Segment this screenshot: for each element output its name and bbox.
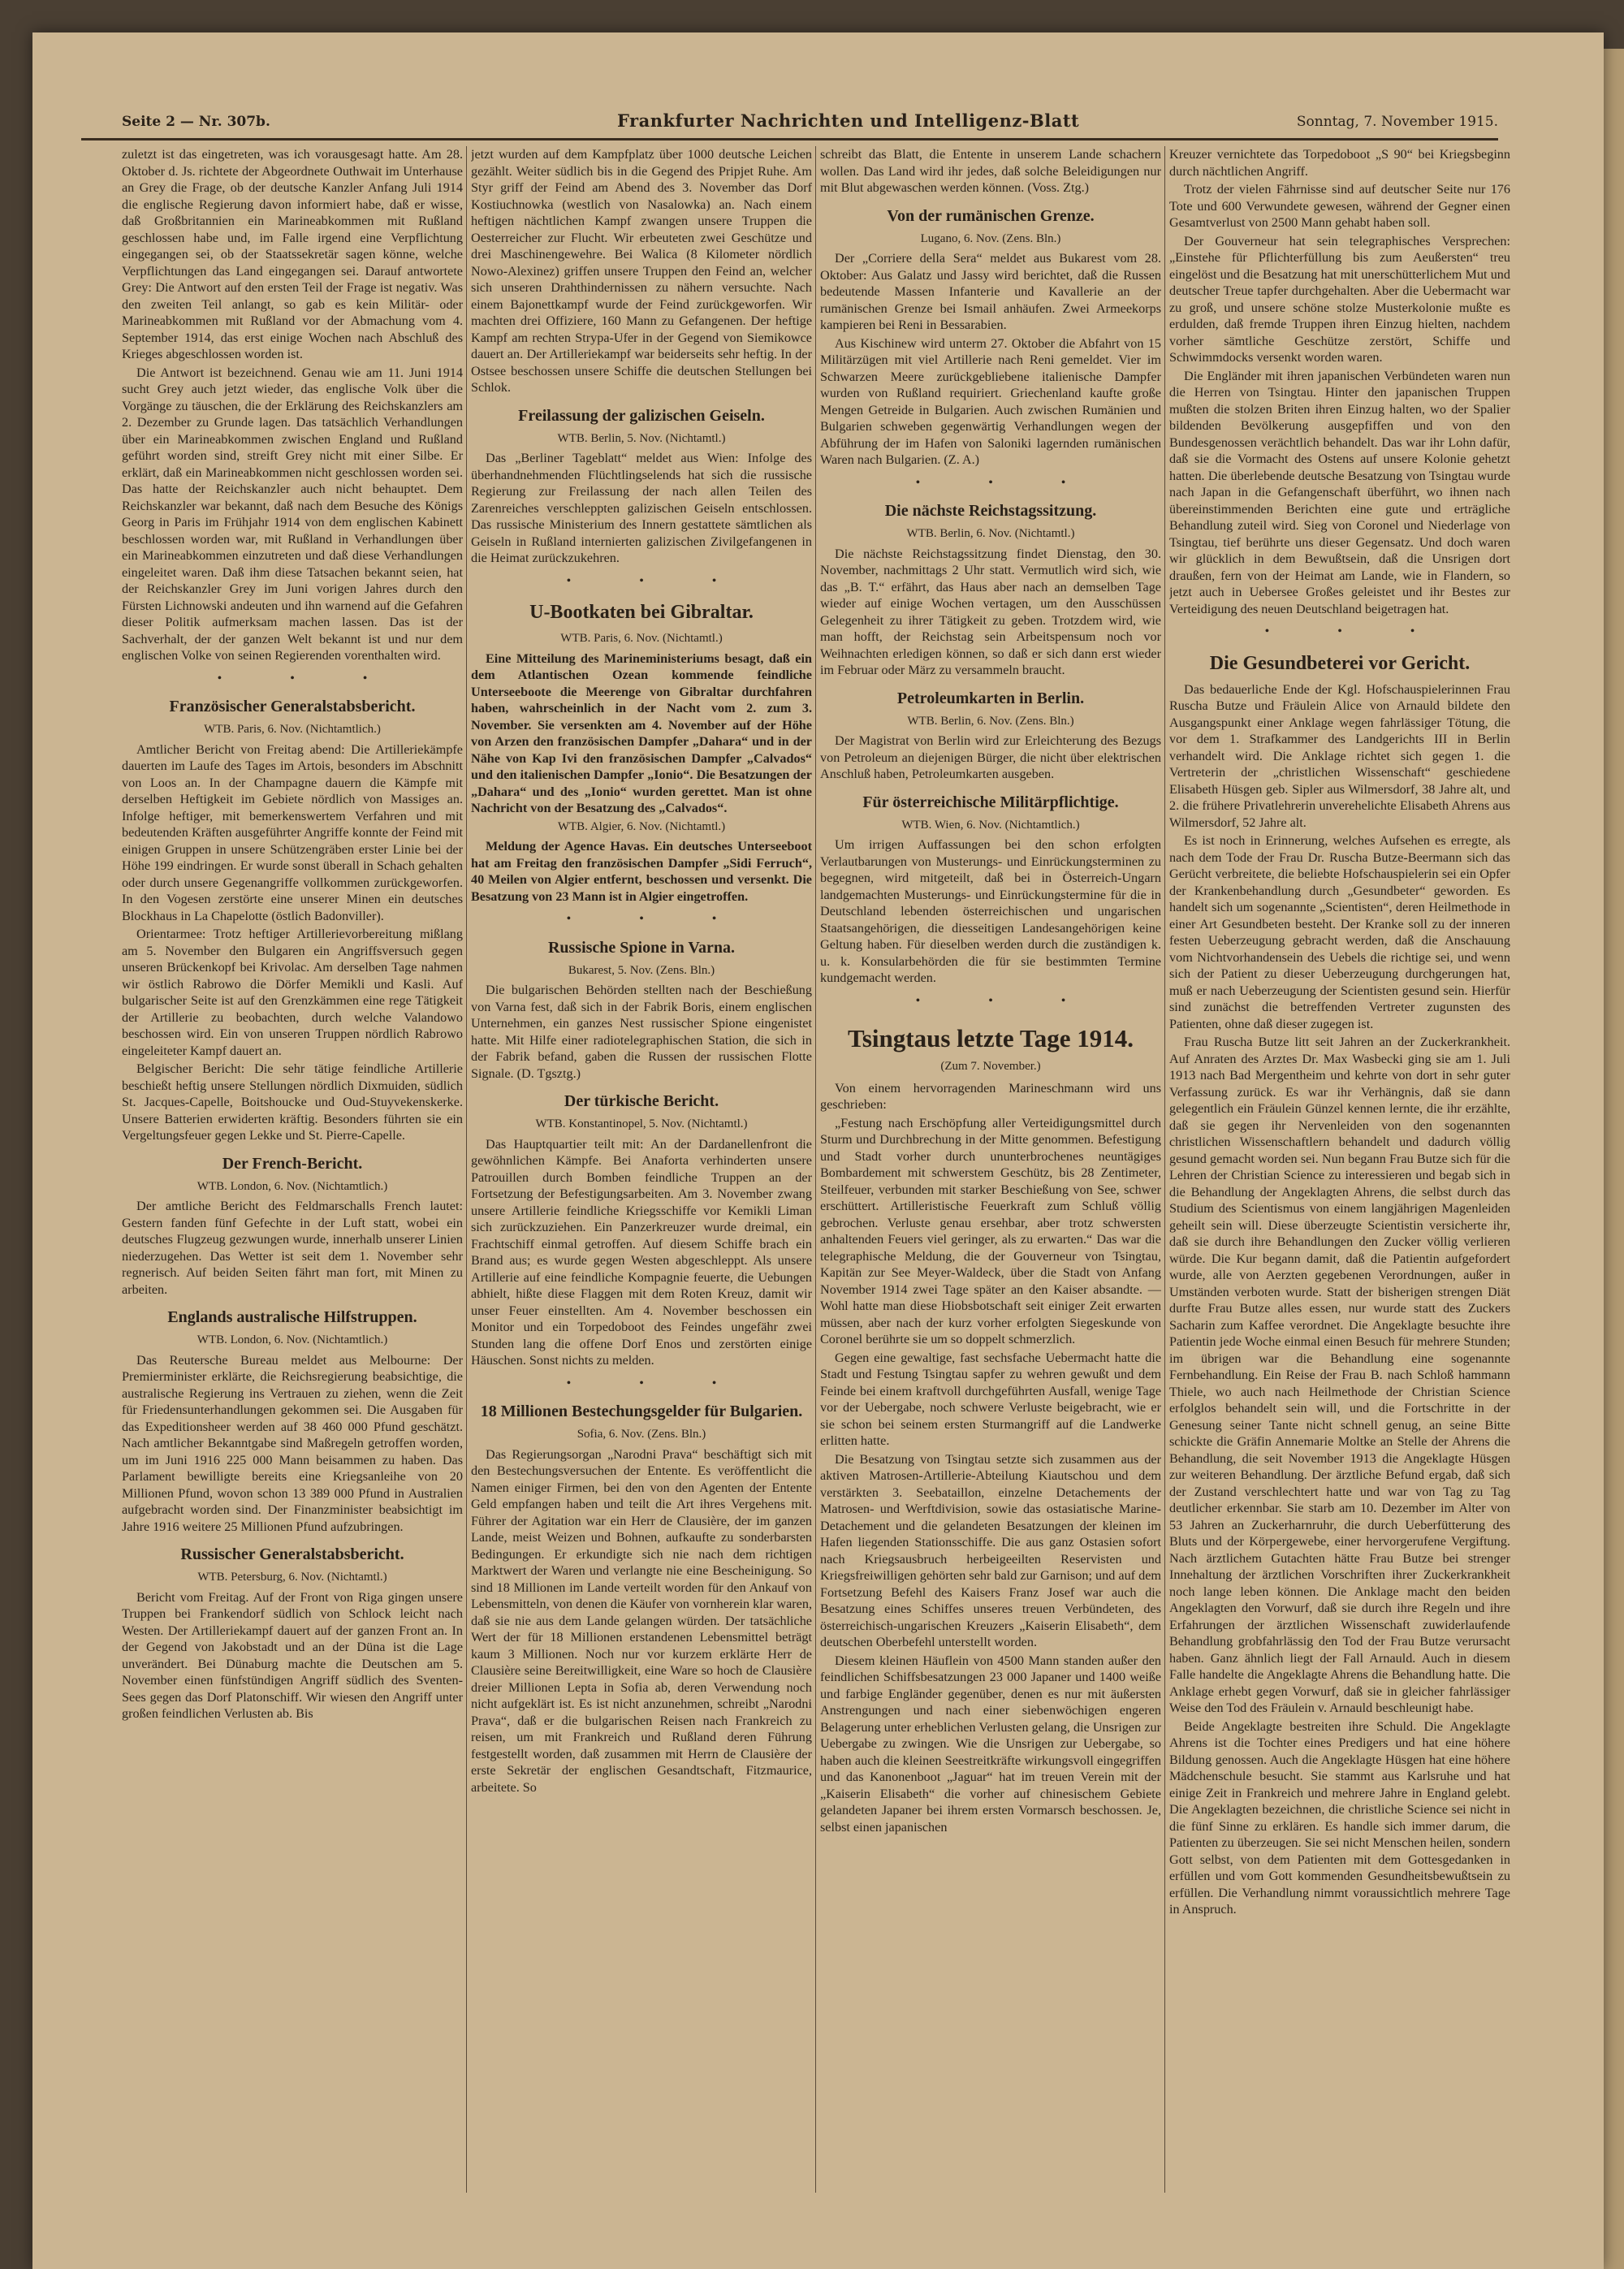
article-text: Von einem hervorragenden Marineschmann wird uns geschrieben: <box>820 1080 1161 1112</box>
article-text: Aus Kischinew wird unterm 27. Oktober die Abfahrt von 15 Militärzügen mit viel Artillerie nach Reni gemeldet. Vier im Schwarzen Meere zurückgebliebene italienische Dampfer wurden von Rußland requiriert. Griechenland kaufte große Mengen Getreide in Bulgarien. Auch zwischen Rumänien und Bulgarien schweben gegenwärtig Verhandlungen wegen der Abführung der im Hafen von Saloniki lagernden rumänischen Waren nach Bulgarien. (Z. A.) <box>820 335 1161 467</box>
article-text: Die Antwort ist bezeichnend. Genau wie am 11. Juni 1914 sucht Grey auch jetzt wieder, das englische Volk über die Vorgänge zu täuschen, die der Erklärung des Reichskanzlers am 2. Dezember zu Grunde lagen. Das tatsächlich Verhandlungen über ein Marineabkommen zwischen England und Rußland geführt worden sind, streift Grey nicht mit einer Silbe. Er erklärt, daß ein Marineabkommen nicht geschlossen worden sei. Das hatte der Reichskanzler auch nicht behauptet. Dem Reichskanzler war bekannt, daß nach dem Besuche des Königs Georg in Paris im Frühjahr 1914 von dem englischen Kabinett beschlossen worden war, mit Rußland in Verhandlungen über ein Marineabkommen einzutreten und daß diese Verhandlungen eingeleitet waren. Daß ihm diese Tatsachen bekannt seien, hat der Reichskanzler Grey im Juni vorigen Jahres durch den Fürsten Lichnowski andeuten und ihn warnend auf die Gefahren dieser Politik aufmerksam machen lassen. Das ist der Sachverhalt, der der ganzen Welt bekannt ist und nur dem englischen Volke von seinen Regierenden vorenthalten wird. <box>122 365 463 663</box>
separator: • • • <box>915 993 1099 1008</box>
article-text: Meldung der Agence Havas. Ein deutsches Unterseeboot hat am Freitag den französischen Dampfer „Sidi Ferruch“, 40 Meilen von Algier entfernt, beschossen und versenkt. Die Besatzung von 23 Mann ist in Algier eingetroffen. <box>471 839 812 904</box>
issue-date: Sonntag, 7. November 1915. <box>1296 114 1498 130</box>
dateline: WTB. Paris, 6. Nov. (Nichtamtlich.) <box>204 723 381 736</box>
headline: U-Bootkaten bei Gibraltar. <box>529 602 754 623</box>
article-text: „Festung nach Erschöpfung aller Verteidigungsmittel durch Sturm und Durchbrechung in der Mitte genommen. Befestigung und Stadt vorher durch ununterbrochenes neuntägiges Bombardement mit schwerstem Geschütz, bis 28 Zentimeter, Steilfeuer, verbunden mit starker Beschießung von See, schwer erschüttert. Artilleristische Feuerkraft zum Schluß völlig gebrochen. Verluste genau ersehbar, aber trotz schwersten anhaltenden Feuers viel geringer, als zu erwarten.“ Das war die telegraphische Meldung, die der Gouverneur von Tsingtau, Kapitän zur See Meyer-Waldeck, über die Stadt von Anfang November 1914 zwei Tage später an den Kaiser absandte. — Wohl hatte man diese Hiobsbotschaft seit einiger Zeit erwarten müssen, aber nach der kurz vorher erfolgten Siegeskunde von Coronel berührte sie um so doppelt schmerzlich. <box>820 1115 1161 1346</box>
article-text: Der „Corriere della Sera“ meldet aus Bukarest vom 28. Oktober: Aus Galatz und Jassy wird berichtet, daß die Russen bedeutende Massen Infanterie und Kavallerie an der rumänischen Grenze bei Ismail anhäufen. Zwei Armeekorps kampieren bei Reni in Bessarabien. <box>820 251 1161 332</box>
dateline: WTB. London, 6. Nov. (Nichtamtlich.) <box>197 1179 388 1193</box>
headline: Der türkische Bericht. <box>564 1092 719 1110</box>
headline: Der French-Bericht. <box>222 1154 363 1173</box>
column-4 <box>1169 146 1510 2225</box>
dateline: Sofia, 6. Nov. (Zens. Bln.) <box>577 1428 706 1441</box>
article-text: Das bedauerliche Ende der Kgl. Hofschauspielerinnen Frau Ruscha Butze und Fräulein Alice von Arnauld bildete den Ausgangspunkt einer Anklage wegen fahrlässiger Tötung, die vor dem 1. Strafkammer des Landgerichts III in Berlin verhandelt wird. Die Anklage richtet sich gegen 1. die Vertreterin der „christlichen Wissenschaft“ geschiedene Elisabeth Hüsgen geb. Sipler aus Wilmersdorf, 38 Jahre alt, und 2. die frühere Privatlehrerin unverehelichte Elisabeth Ahrens aus Wilmersdorf, 52 Jahre alt. <box>1169 681 1510 830</box>
column-1 <box>122 146 463 2225</box>
article-text: Die bulgarischen Behörden stellten nach der Beschießung von Varna fest, daß sich in der Fabrik Boris, einem englischen Unternehmen, ein ganzes Nest russischer Spione eingenistet hatte. Mit Hilfe einer radiotelegraphischen Station, die sich in der Fabrik befand, gaben die Russen der russischen Flotte Signale. (D. Tgsztg.) <box>471 983 812 1081</box>
headline: Russische Spione in Varna. <box>547 938 736 957</box>
article-text: Diesem kleinen Häuflein von 4500 Mann standen außer den feindlichen Schiffsbesatzungen 23 000 Japaner und 1400 weiße und farbige Engländer gegenüber, denen es nur mit äußersten Anstrengungen und nach einer siebenwöchigen engeren Belagerung unter erheblichen Verlusten gelang, die Unsrigen zur Uebergabe zu zwingen. Wie die Unsrigen zur Uebergabe, so haben auch die kleinen Seestreitkräfte wirkungsvoll eingegriffen und das Kanonenboot „Jaguar“ hat im treuen Verein mit der „Kaiserin Elisabeth“ die vorher auf chinesischem Gebiete gelandeten Japaner bei ihrem ersten Vormarsch beschossen. Je, selbst einen japanischen <box>820 1653 1161 1835</box>
article-text: Das Regierungsorgan „Narodni Prava“ beschäftigt sich mit den Bestechungsversuchen der Entente. Es veröffentlicht die Namen einiger Firmen, bei den von den Agenten der Entente Geld empfangen haben und teilt die Art ihres Vergehens mit. Führer der Agitation war ein Herr de Clausière, der im ganzen Lande, meist Weizen und Bohnen, aufkaufte zu sonderbarsten Bedingungen. Er erkundigte sich nie nach dem richtigen Marktwert der Waren und verlangte nie eine Bescheinigung. So sind 18 Millionen im Lande verteilt worden für den Ankauf von Lebensmitteln, von denen die Käufer von vornherein klar waren, daß sie nie aus dem Lande gelangen würden. Der tatsächliche Wert der für 18 Millionen erstandenen Lebensmittel beträgt kaum 3 Millionen. Noch nur vor kurzem erklärte Herr de Clausière seine Bereitwilligkeit, eine Ware so hoch de Clausière dreier Millionen Lepta in Sofia ab, deren Verwendung noch nicht aufgeklärt ist. Es ist nicht anzunehmen, schreibt „Narodni Prava“, daß er die bulgarischen Reisen nach Frankreich zu reisen, um mit Frankreich und Rußland deren Führung festgestellt worden, daß zusammen mit Herrn de Clausière der erste Sekretär der englischen Gesandtschaft, Fitzmaurice, arbeitete. So <box>471 1446 812 1795</box>
dateline: WTB. Wien, 6. Nov. (Nichtamtlich.) <box>901 818 1080 832</box>
dateline: WTB. Berlin, 5. Nov. (Nichtamtl.) <box>557 431 726 445</box>
article-text: Die nächste Reichstagssitzung findet Dienstag, den 30. November, nachmittags 2 Uhr statt. Vermutlich wird sich, wie das „B. T.“ erfährt, das Haus aber nach an demselben Tage wieder auf einige Wochen vertagen, um den Ausschüssen Gelegenheit zu ihrer Tätigkeit zu geben. Trotzdem wird, wie man hofft, der Reichstag sein Arbeitspensum noch vor Weihnachten erledigen können, so daß er sich dann erst wieder im Februar oder März zu versammeln braucht. <box>820 546 1161 677</box>
article-text: Der amtliche Bericht des Feldmarschalls French lautet: Gestern fanden fünf Gefechte in der Luft statt, wobei ein deutsches Flugzeug gezwungen wurde, innerhalb unserer Linien niederzugehen. Das Wetter ist seit dem 1. November sehr regnerisch. Auf beiden Seiten fährt man fort, mit Minen zu arbeiten. <box>122 1199 463 1297</box>
column-2 <box>471 146 812 2225</box>
headline: Französischer Generalstabsbericht. <box>169 698 416 715</box>
article-text: Frau Ruscha Butze litt seit Jahren an der Zuckerkrankheit. Auf Anraten des Arztes Dr. Max Wasbecki ging sie am 1. Juli 1913 nach Bad Mergentheim und kehrte von dort in sehr guter Verfassung zurück. Es war ihr Verhängnis, daß sie dann gelegentlich ein Fräulein Günzel kennen lernte, die ihr erzählte, daß sie gegen ihr Nervenleiden von den sogenannten christlichen Wissenschaftlern behandelt und dadurch völlig gesund gemacht worden sei. Nun begann Frau Butze sich für die Lehren der Christian Science zu interessieren und begab sich in die Behandlung der Angeklagten Ahrens, die selbst durch das Studium des Scientismus von einem langjährigen Magenleiden geheilt sein will. Diese überzeugte Scientistin versicherte ihr, daß sie durch ihre Behandlungen den Zucker völlig verlieren würde. Die Kur begann damit, daß die Patientin aufgefordert wurde, alle von Aerzten gegebenen Verordnungen, außer in Umständen verboten wurde. Statt der bisherigen strengen Diät durfte Frau Butze alles essen, nur wurde statt des Zuckers Sacharin zum Kaffee verordnet. Die Angeklagte besuchte ihre Patientin jede Woche einmal einen Besuch für mehrere Stunden; im übrigen war die Behandlung eine sogenannte Fernbehandlung. Ein Reise der Frau B. nach Schloß hammann Thiele, wo auch nach Heilmethode der Christian Science erfolglos behandelt sein will, und die Fortschritte in der Genesung seiner Tante nicht schnell genug, an seine Bitte schickte die Gräfin Annemarie Moltke an Stelle der Ahrens die Behandlung, die seit November 1913 die Angeklagte Hüsgen zur weiteren Behandlung. Der ärztliche Befund ergab, daß sich der Zustand verschlechtert hatte und war von Tag zu Tag deutlicher erkennbar. Sie starb am 10. Dezember im Alter von 53 Jahren an Zuckerharnruhr, die durch Ueberfütterung des Bluts und der Körpergewebe, einer hervorgerufene Vergiftung. Nach ärztlichem Gutachten hätte Frau Butze bei strenger Innehaltung der ärztlichen Vorschriften ihrer Zuckerkrankheit noch lange leben können. Die Anklage macht den beiden Angeklagten den Vorwurf, daß sie durch ihre Regeln und ihre Erfahrungen der ärztlichen Wissenschaft zuwiderlaufende Behandlung grobfahrlässig den Tod der Frau Butze verursacht haben. Ganz ähnlich liegt der Fall Arnauld. Auch in diesem Falle handelte die Angeklagte Ahrens die Behandlung hatte. Die Anklage erhebt gegen Vorwurf, daß sie in gleicher fahrlässiger Weise den Tod des Fräulein v. Arnauld beschleunigt habe. <box>1169 1035 1510 1715</box>
dateline: Lugano, 6. Nov. (Zens. Bln.) <box>920 231 1061 245</box>
dateline: WTB. Petersburg, 6. Nov. (Nichtamtl.) <box>197 1571 387 1584</box>
headline: Englands australische Hilfstruppen. <box>167 1308 417 1326</box>
headline: Die nächste Reichstagssitzung. <box>884 502 1097 520</box>
article-text: Das Hauptquartier teilt mit: An der Dardanellenfront die gewöhnlichen Kämpfe. Bei Anaforta verhinderten unsere Patrouillen durch Bomben feindliche Truppen an der Fortsetzung der Befestigungsarbeiten. Am 3. November zwang unsere Artillerie feindliche Kriegsschiffe vor Kemikli Liman sich zurückzuziehen. Ein Panzerkreuzer wurde dreimal, ein Frachtschiff einmal getroffen. Auf diesem Schiffe brach ein Brand aus; es wurde gegen Westen abgeschleppt. Als unsere Artillerie auf eine feindliche Kompagnie feuerte, die Uebungen abhielt, hißte diese Flaggen mit dem Roten Kreuz, damit wir unser Feuer einstellten. Am 4. November beschossen ein Monitor und ein Torpedoboot des Feindes ungefähr zwei Stunden lang die offene Dorf Enos und zerstörten einige Häuschen. Sonst nichts zu melden. <box>471 1136 812 1368</box>
article-text: Der Magistrat von Berlin wird zur Erleichterung des Bezugs von Petroleum an diejenigen Bürger, die nicht über elektrischen Anschluß haben, Petroleumkarten ausgeben. <box>820 733 1161 781</box>
article-text: schreibt das Blatt, die Entente in unserem Lande schachern wollen. Das Land wird ihr jedes, daß solche Beleidigungen nur mit Blut abgewaschen werden können. (Voss. Ztg.) <box>820 147 1161 195</box>
separator: • • • <box>217 671 400 685</box>
headline: 18 Millionen Bestechungsgelder für Bulgarien. <box>480 1402 803 1420</box>
article-text: Das Reutersche Bureau meldet aus Melbourne: Der Premierminister erklärte, die Reichsregierung beabsichtige, die australische Regierung ins Vertrauen zu ziehen, wenn die Zeit für Friedensunterhandlungen gekommen sei. Die Ausgaben für das Expeditionsheer werden auf 38 460 000 Pfund geschätzt. Nach amtlicher Bekanntgabe sind Maßregeln getroffen worden, um im Juni 1916 225 000 Mann beisammen zu haben. Das Parlament bewilligte bereits eine Kriegsanleihe von 20 Millionen Pfund, wovon schon 13 389 000 Pfund in Australien aufgebracht worden sind. Der Finanzminister beabsichtigt im Jahre 1916 weitere 25 Millionen Pfund aufzubringen. <box>122 1352 463 1534</box>
headline: Tsingtaus letzte Tage 1914. <box>848 1024 1134 1052</box>
article-text: Die Besatzung von Tsingtau setzte sich zusammen aus der aktiven Matrosen-Artillerie-Abteilung Kiautschou und dem verstärkten 3. Seebataillon, einzelne Detachements der Matrosen- und Werftdivision, sowie das ostasiatische Marine-Detachement und die gelandeten Besatzungen der kleinen im Hafen liegenden Stationsschiffe. Die aus ganz Ostasien sofort nach Kriegsausbruch herbeigeeilten Reservisten und Kriegsfreiwilligen gehörten sehr bald zur Garnison; und auf dem Fortsetzung Befehl des Kaisers Franz Josef war auch die Besatzung eines Schiffes unseres treuen Verbündeten, des österreichisch-ungarischen Kreuzers „Kaiserin Elisabeth“, dem deutschen Oberbefehl unterstellt worden. <box>820 1451 1161 1649</box>
dateline: WTB. Berlin, 6. Nov. (Zens. Bln.) <box>907 714 1074 728</box>
separator: • • • <box>566 573 749 588</box>
dateline: WTB. London, 6. Nov. (Nichtamtlich.) <box>197 1333 388 1346</box>
headline: Freilassung der galizischen Geiseln. <box>518 406 765 425</box>
article-text: Beide Angeklagte bestreiten ihre Schuld. Die Angeklagte Ahrens ist die Tochter eines Predigers und hat eine höhere Bildung genossen. Auch die Angeklagte Hüsgen hat eine höhere Mädchenschule besucht. Sie stammt aus Karlsruhe und hat einige Zeit in Frankreich und mehrere Jahre in England gelebt. Die Angeklagten bezeichnen, die christliche Science sei nicht in die fünf Sinne zu erklären. Es handle sich immer darum, die Patienten zu überzeugen. Sie sei nicht Menschen heilen, sondern Gott selbst, von dem Patienten mit dem Gottesgedanken in erfüllen und vom Gott kommenden Gesundheitsbewußtsein zu erfüllen. Die Verhandlung nimmt voraussichtlich mehrere Tage in Anspruch. <box>1169 1718 1510 1917</box>
article-text: Belgischer Bericht: Die sehr tätige feindliche Artillerie beschießt heftig unsere Stellungen nördlich Dixmuiden, südlich St. Jacques-Capelle, Boitshoucke und Oud-Stuyvekenskerke. Unsere Batterien erwiderten kräftig. Besonders führten sie ein Vergeltungsfeuer gegen Lekke und St. Pierre-Capelle. <box>122 1061 463 1143</box>
article-text: Es ist noch in Erinnerung, welches Aufsehen es erregte, als nach dem Tode der Frau Dr. Ruscha Butze-Beermann sich das Gerücht verbreitete, die beliebte Hofschauspielerin sei ein Opfer der Krankenbehandlung durch „Gesundbeter“ geworden. Es handelt sich um sogenannte „Scientisten“, deren Heilmethode in einer Art Gesundbeten besteht. Der Kranke soll zu der inneren festen Ueberzeugung gebracht werden, daß die Anschauung vom Nichtvorhandensein des Uebels die richtige sei, und wenn sich der Patient zu dieser Ueberzeugung durchgerungen hat, muß er nach Ueberzeugung der Scientisten gesund sein. Hierfür sind zunächst die betreffenden Vertreter zugunsten des Patienten, ohne daß dieser zugegen ist. <box>1169 833 1510 1031</box>
headline: Von der rumänischen Grenze. <box>887 206 1095 225</box>
article-text: Amtlicher Bericht von Freitag abend: Die Artilleriekämpfe dauerten im Laufe des Tages im Artois, besonders im Abschnitt von Loos an. In der Champagne dauern die Kämpfe mit derselben Heftigkeit im Gebiete nördlich von Massiges an. Infolge heftiger, mit bemerkenswertem Verfahren und mit bedeutenden Kräften ausgeführter Angriffe konnte der Feind mit einigen Gruppen in unsere Schützengräben erster Linie bei der Höhe 199 eindringen. Er wurde sonst überall in Schach gehalten oder durch unsere Gegenangriffe vollkommen zurückgeworfen. In den Vogesen zerstörte eine unserer Minen ein deutsches Blockhaus in La Chapelotte (östlich Badonviller). <box>122 741 463 923</box>
dateline: WTB. Konstantinopel, 5. Nov. (Nichtamtl.) <box>535 1117 748 1130</box>
separator: • • • <box>1264 625 1448 638</box>
masthead <box>81 104 1498 140</box>
headline: Russischer Generalstabsbericht. <box>180 1545 404 1563</box>
article-text: Das „Berliner Tageblatt“ meldet aus Wien: Infolge des überhandnehmenden Flüchtlingselends hat sich die russische Regierung zur Freilassung der nach allen Teilen des Zarenreiches verschleppten galizischen Geiseln entschlossen. Das russische Ministerium des Innern gestattete sämtlichen als Geiseln in Rußland internierten galizischen Zivilgefangenen in die Heimat zurückzukehren. <box>471 451 812 565</box>
column-3 <box>820 146 1161 2225</box>
separator: • • • <box>566 912 749 926</box>
dateline: WTB. Paris, 6. Nov. (Nichtamtl.) <box>560 632 723 645</box>
headline: Die Gesundbeterei vor Gericht. <box>1209 652 1471 674</box>
separator: • • • <box>566 1376 749 1390</box>
article-text: zuletzt ist das eingetreten, was ich vorausgesagt hatte. Am 28. Oktober d. Js. richtete der Abgeordnete Outhwait im Unterhause an Grey die Frage, ob der deutsche Kanzler Anfang Juli 1914 die englische Regierung davon informiert habe, daß er wisse, daß Großbritannien ein Marineabkommen mit Rußland geschlossen habe und, im Falle irgend eine Verpflichtung eingegangen sei, ob der Staatssekretär sagen könne, welche Verpflichtungen das Land eingegangen sei. Darauf antwortete Grey: Die Antwort auf den ersten Teil der Frage ist negativ. Was den zweiten Teil anlangt, so gab es kein Militär- oder Marineabkommen mit Rußland vor der Abmachung vom 4. September 1914, das erst einige Wochen nach Abschluß des Krieges abgeschlossen worden ist. <box>122 147 463 361</box>
page-number: Seite 2 — Nr. 307b. <box>122 114 270 130</box>
article-text: jetzt wurden auf dem Kampfplatz über 1000 deutsche Leichen gezählt. Weiter südlich bis in die Gegend des Pripjet Ruhe. Am Styr griff der Feind am Abend des 3. November das Dorf Kostiuchnowka (westlich von Nasalowka) an. Nach einem heftigen nächtlichen Kampf zwangen unsere Truppen die Oesterreicher zur Flucht. Wir erbeuteten zwei Geschütze und drei Maschinengewehre. Bei Walica (8 Kilometer nördlich Nowo-Alexinez) griffen unsere Truppen den Feind an, welcher sich unseren Drahthindernissen zu nähern versuchte. Nach einem Bajonettkampf wurde der Feind zurückgeworfen. Wir machten drei Offiziere, 160 Mann zu Gefangenen. Der heftige Kampf am rechten Strypa-Ufer in der Gegend von Siemikowce dauert an. Der Artilleriekampf war beiderseits sehr heftig. In der Ostsee beschossen unsere Schiffe die deutschen Stellungen bei Schlok. <box>471 147 812 395</box>
article-text: Kreuzer vernichtete das Torpedoboot „S 90“ bei Kriegsbeginn durch nächtlichen Angriff. <box>1169 147 1510 179</box>
column-rule <box>466 146 467 2193</box>
headline: Petroleumkarten in Berlin. <box>896 689 1085 707</box>
article-text: Gegen eine gewaltige, fast sechsfache Uebermacht hatte die Stadt und Festung Tsingtau sapfer zu wehren gewußt und dem Feinde bei einem kraftvoll durchgeführten Ausfall, wenige Tage vor der Uebergabe, noch schwere Verluste beigebracht, wie er sie schon bei seinem ersten Sturmangriff auf die Landwerke erlitten hatte. <box>820 1350 1161 1448</box>
dateline: WTB. Algier, 6. Nov. (Nichtamtl.) <box>557 819 726 833</box>
column-rule <box>815 146 816 2193</box>
article-text: Um irrigen Auffassungen bei den schon erfolgten Verlautbarungen von Musterungs- und Einrückungsterminen zu begegnen, wird mitgeteilt, daß bei in Österreich-Ungarn landgemachten Musterungs- und Einrückungstermine für die in Deutschland lebenden österreichischen und ungarischen Staatsangehörigen, die diesseitigen Landesangehörigen keine Geltung haben. Für dieselben werden durch die zuständigen k. u. k. Konsularbehörden die für sie bestimmten Termine kundgemacht werden. <box>820 837 1161 985</box>
article-text: Trotz der vielen Fährnisse sind auf deutscher Seite nur 176 Tote und 600 Verwundete gewesen, während der Gegner einen Gesamtverlust von 2500 Mann gehabt haben soll. <box>1169 182 1510 230</box>
article-text: Die Engländer mit ihren japanischen Verbündeten waren nun die Herren von Tsingtau. Hinter den japanischen Truppen mußten die stolzen Briten ihren Einzug halten, wo der Spalier bildenden Bevölkerung ausgepfiffen und von den Bundesgenossen verächtlich behandelt. Das war ihr Lohn dafür, daß sie die Vormacht des Ostens auf unsere Kolonie gehetzt hatten. Die überlebende deutsche Besatzung von Tsingtau wurde nach Japan in die Gefangenschaft überführt, wo ihnen nach übereinstimmenden Berichten eine gute und erträgliche Behandlung zuteil wird. Sieg von Coronel und Niederlage von Tsingtau, tief berührte uns dieser Gegensatz. Und doch waren wir glücklich in dem Bewußtsein, daß die Unsrigen dort draußen, fern von der Heimat am Lande, wie in Flandern, so jetzt auch in Uebersee Großes geleistet und ihr Bestes zur Verteidigung des neuen Deutschland beigetragen hat. <box>1169 368 1510 616</box>
article-text: Bericht vom Freitag. Auf der Front von Riga gingen unsere Truppen bei Frankendorf südlich von Schlock leicht nach Westen. Der Artilleriekampf dauert auf der ganzen Front an. In der Gegend von Jakobstadt und an der Düna ist die Lage unverändert. Bei Dünaburg machte die Deutschen am 5. November einen fünfstündigen Angriff südlich des Sventen-Sees gegen das Dorf Platonschiff. Wir wiesen den Angriff unter großen feindlichen Verlusten ab. Bis <box>122 1589 463 1721</box>
article-text: Der Gouverneur hat sein telegraphisches Versprechen: „Einstehe für Pflichterfüllung bis zum Aeußersten“ treu eingelöst und die Besatzung hat mit unerschütterlichem Mut und deutscher Treue tapfer durchgehalten. Aber die Uebermacht war zu groß, und unsere schöne stolze Musterkolonie mußte es erdulden, daß fremde Truppen ihren Einzug hielten, nachdem vorher sämtliche Geschütze zerstört, Schiffe und Schwimmdocks versenkt worden waren. <box>1169 233 1510 365</box>
article-text: Orientarmee: Trotz heftiger Artillerievorbereitung mißlang am 5. November den Bulgaren ein Angriffsversuch gegen unseren Brückenkopf bei Krivolac. Am derselben Tage nahmen wir östlich Rabrowo die Dörfer Memikli und Kasli. Auf bulgarischer Seite ist auf den Grenzkämmen eine rege Tätigkeit der Artillerie zu beobachten, durch welche Valandowo beschossen wird. Ein von unseren Truppen nördlich Rabrowo eingeleiteter Kampf dauert an. <box>122 927 463 1058</box>
headline: Für österreichische Militärpflichtige. <box>862 793 1119 811</box>
dateline: WTB. Berlin, 6. Nov. (Nichtamtl.) <box>906 527 1075 540</box>
separator: • • • <box>915 475 1099 490</box>
dateline: Bukarest, 5. Nov. (Zens. Bln.) <box>568 963 715 977</box>
subheadline: (Zum 7. November.) <box>940 1060 1041 1073</box>
newspaper-title: Frankfurter Nachrichten und Intelligenz-Blatt <box>617 110 1080 131</box>
column-rule <box>1164 146 1165 2193</box>
article-text: Eine Mitteilung des Marineministeriums besagt, daß ein dem Atlantischen Ozean kommende feindliche Unterseeboote die Meerenge von Gibraltar durchfahren haben, wahrscheinlich in der Nacht vom 2. zum 3. November. Sie versenkten am 4. November auf der Höhe von Arzen den französischen Dampfer „Dahara“ und in der Nähe von Kap Ivi den französischen Dampfer „Calvados“ und den italienischen Dampfer „Ionio“. Die Besatzungen der „Dahara“ und des „Ionio“ wurden gerettet. Man ist ohne Nachricht von der Besatzung des „Calvados“. <box>471 650 812 815</box>
